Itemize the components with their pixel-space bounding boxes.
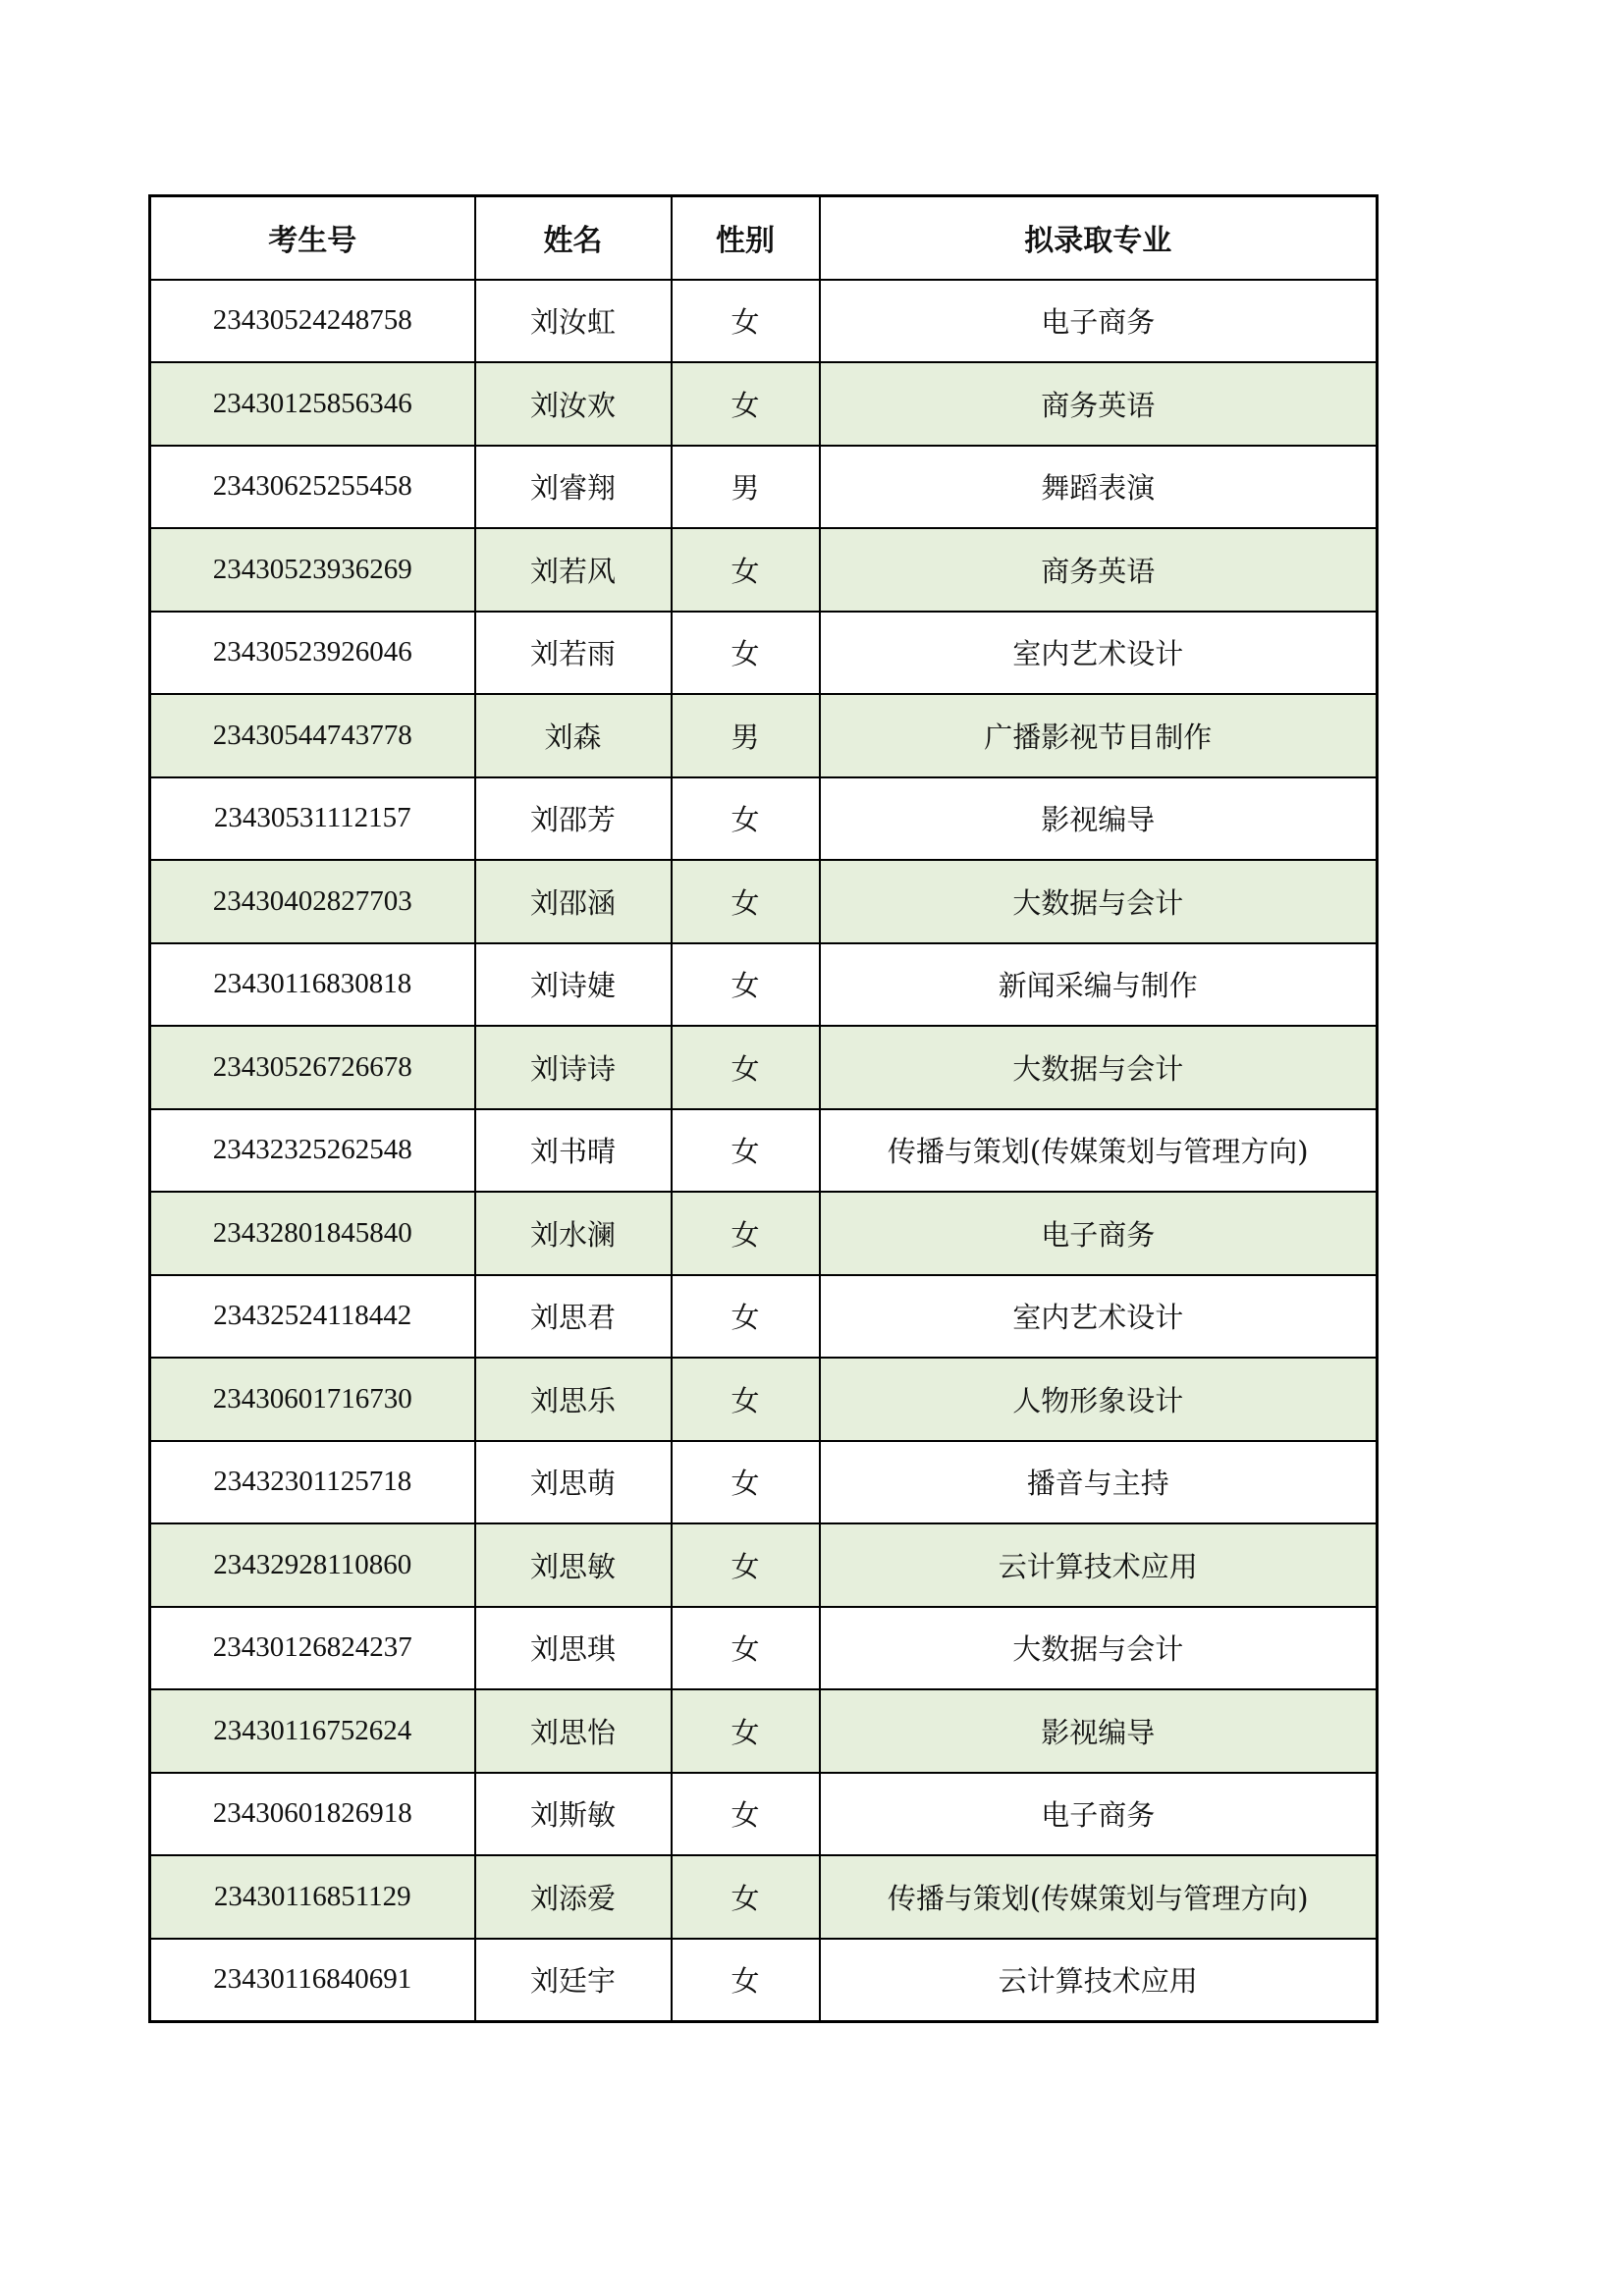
gender-cell: 女 xyxy=(672,1855,820,1939)
name-cell: 刘思敏 xyxy=(475,1523,672,1607)
exam-number-cell: 23430523926046 xyxy=(150,612,475,695)
table-row xyxy=(150,1192,1378,1275)
name-cell: 刘诗诗 xyxy=(475,1026,672,1109)
exam-number-cell: 23430523936269 xyxy=(150,528,475,612)
name-cell: 刘思萌 xyxy=(475,1441,672,1524)
exam-number-cell: 23430126824237 xyxy=(150,1607,475,1690)
name-cell: 刘诗婕 xyxy=(475,943,672,1027)
name-cell: 刘汝欢 xyxy=(475,362,672,446)
exam-number-cell: 23430526726678 xyxy=(150,1026,475,1109)
header-row xyxy=(150,196,1378,280)
gender-cell: 女 xyxy=(672,612,820,695)
exam-number-cell: 23430125856346 xyxy=(150,362,475,446)
table-row xyxy=(150,528,1378,612)
exam-number-cell: 23430524248758 xyxy=(150,280,475,363)
gender-cell: 男 xyxy=(672,694,820,777)
name-cell: 刘汝虹 xyxy=(475,280,672,363)
table-row xyxy=(150,1026,1378,1109)
major-cell: 舞蹈表演 xyxy=(820,446,1378,529)
gender-cell: 女 xyxy=(672,1939,820,2022)
table-row xyxy=(150,1523,1378,1607)
name-cell: 刘斯敏 xyxy=(475,1773,672,1856)
name-cell: 刘邵芳 xyxy=(475,777,672,861)
exam-number-cell: 23430601716730 xyxy=(150,1358,475,1441)
table-row xyxy=(150,1441,1378,1524)
table-row xyxy=(150,1607,1378,1690)
major-cell: 云计算技术应用 xyxy=(820,1939,1378,2022)
major-cell: 传播与策划(传媒策划与管理方向) xyxy=(820,1109,1378,1193)
name-cell: 刘思乐 xyxy=(475,1358,672,1441)
name-cell: 刘书晴 xyxy=(475,1109,672,1193)
name-cell: 刘廷宇 xyxy=(475,1939,672,2022)
name-cell: 刘添爱 xyxy=(475,1855,672,1939)
header-gender: 性别 xyxy=(672,196,820,280)
gender-cell: 女 xyxy=(672,1192,820,1275)
exam-number-cell: 23430544743778 xyxy=(150,694,475,777)
table-row xyxy=(150,777,1378,861)
table-row xyxy=(150,280,1378,363)
gender-cell: 女 xyxy=(672,943,820,1027)
name-cell: 刘思琪 xyxy=(475,1607,672,1690)
gender-cell: 女 xyxy=(672,1689,820,1773)
major-cell: 商务英语 xyxy=(820,362,1378,446)
table-row xyxy=(150,1689,1378,1773)
major-cell: 人物形象设计 xyxy=(820,1358,1378,1441)
gender-cell: 女 xyxy=(672,860,820,943)
major-cell: 影视编导 xyxy=(820,777,1378,861)
name-cell: 刘森 xyxy=(475,694,672,777)
gender-cell: 女 xyxy=(672,1109,820,1193)
name-cell: 刘睿翔 xyxy=(475,446,672,529)
name-cell: 刘水澜 xyxy=(475,1192,672,1275)
exam-number-cell: 23432801845840 xyxy=(150,1192,475,1275)
major-cell: 室内艺术设计 xyxy=(820,1275,1378,1359)
major-cell: 电子商务 xyxy=(820,1773,1378,1856)
name-cell: 刘邵涵 xyxy=(475,860,672,943)
table-row xyxy=(150,1358,1378,1441)
table-row xyxy=(150,612,1378,695)
table-row xyxy=(150,1275,1378,1359)
exam-number-cell: 23432301125718 xyxy=(150,1441,475,1524)
gender-cell: 女 xyxy=(672,362,820,446)
major-cell: 电子商务 xyxy=(820,1192,1378,1275)
table-row xyxy=(150,446,1378,529)
major-cell: 影视编导 xyxy=(820,1689,1378,1773)
table-row xyxy=(150,860,1378,943)
gender-cell: 女 xyxy=(672,1441,820,1524)
exam-number-cell: 23430116840691 xyxy=(150,1939,475,2022)
header-name: 姓名 xyxy=(475,196,672,280)
major-cell: 传播与策划(传媒策划与管理方向) xyxy=(820,1855,1378,1939)
name-cell: 刘若风 xyxy=(475,528,672,612)
gender-cell: 女 xyxy=(672,280,820,363)
gender-cell: 女 xyxy=(672,1358,820,1441)
exam-number-cell: 23430116851129 xyxy=(150,1855,475,1939)
exam-number-cell: 23432928110860 xyxy=(150,1523,475,1607)
table-row xyxy=(150,943,1378,1027)
gender-cell: 女 xyxy=(672,1523,820,1607)
exam-number-cell: 23432325262548 xyxy=(150,1109,475,1193)
major-cell: 大数据与会计 xyxy=(820,860,1378,943)
table-row xyxy=(150,1939,1378,2022)
table-body xyxy=(150,280,1378,2022)
exam-number-cell: 23432524118442 xyxy=(150,1275,475,1359)
exam-number-cell: 23430116752624 xyxy=(150,1689,475,1773)
major-cell: 大数据与会计 xyxy=(820,1026,1378,1109)
major-cell: 云计算技术应用 xyxy=(820,1523,1378,1607)
name-cell: 刘若雨 xyxy=(475,612,672,695)
major-cell: 电子商务 xyxy=(820,280,1378,363)
major-cell: 新闻采编与制作 xyxy=(820,943,1378,1027)
admission-list-table xyxy=(148,194,1379,2023)
header-exam-number: 考生号 xyxy=(150,196,475,280)
major-cell: 广播影视节目制作 xyxy=(820,694,1378,777)
gender-cell: 女 xyxy=(672,1026,820,1109)
major-cell: 播音与主持 xyxy=(820,1441,1378,1524)
table-row xyxy=(150,362,1378,446)
table-row xyxy=(150,1109,1378,1193)
header-major: 拟录取专业 xyxy=(820,196,1378,280)
name-cell: 刘思怡 xyxy=(475,1689,672,1773)
gender-cell: 女 xyxy=(672,528,820,612)
exam-number-cell: 23430402827703 xyxy=(150,860,475,943)
name-cell: 刘思君 xyxy=(475,1275,672,1359)
major-cell: 室内艺术设计 xyxy=(820,612,1378,695)
table-row xyxy=(150,1773,1378,1856)
gender-cell: 女 xyxy=(672,777,820,861)
gender-cell: 女 xyxy=(672,1275,820,1359)
table-row xyxy=(150,694,1378,777)
exam-number-cell: 23430116830818 xyxy=(150,943,475,1027)
major-cell: 商务英语 xyxy=(820,528,1378,612)
table-header xyxy=(150,196,1378,280)
exam-number-cell: 23430531112157 xyxy=(150,777,475,861)
exam-number-cell: 23430625255458 xyxy=(150,446,475,529)
gender-cell: 女 xyxy=(672,1607,820,1690)
gender-cell: 女 xyxy=(672,1773,820,1856)
gender-cell: 男 xyxy=(672,446,820,529)
table-row xyxy=(150,1855,1378,1939)
major-cell: 大数据与会计 xyxy=(820,1607,1378,1690)
exam-number-cell: 23430601826918 xyxy=(150,1773,475,1856)
